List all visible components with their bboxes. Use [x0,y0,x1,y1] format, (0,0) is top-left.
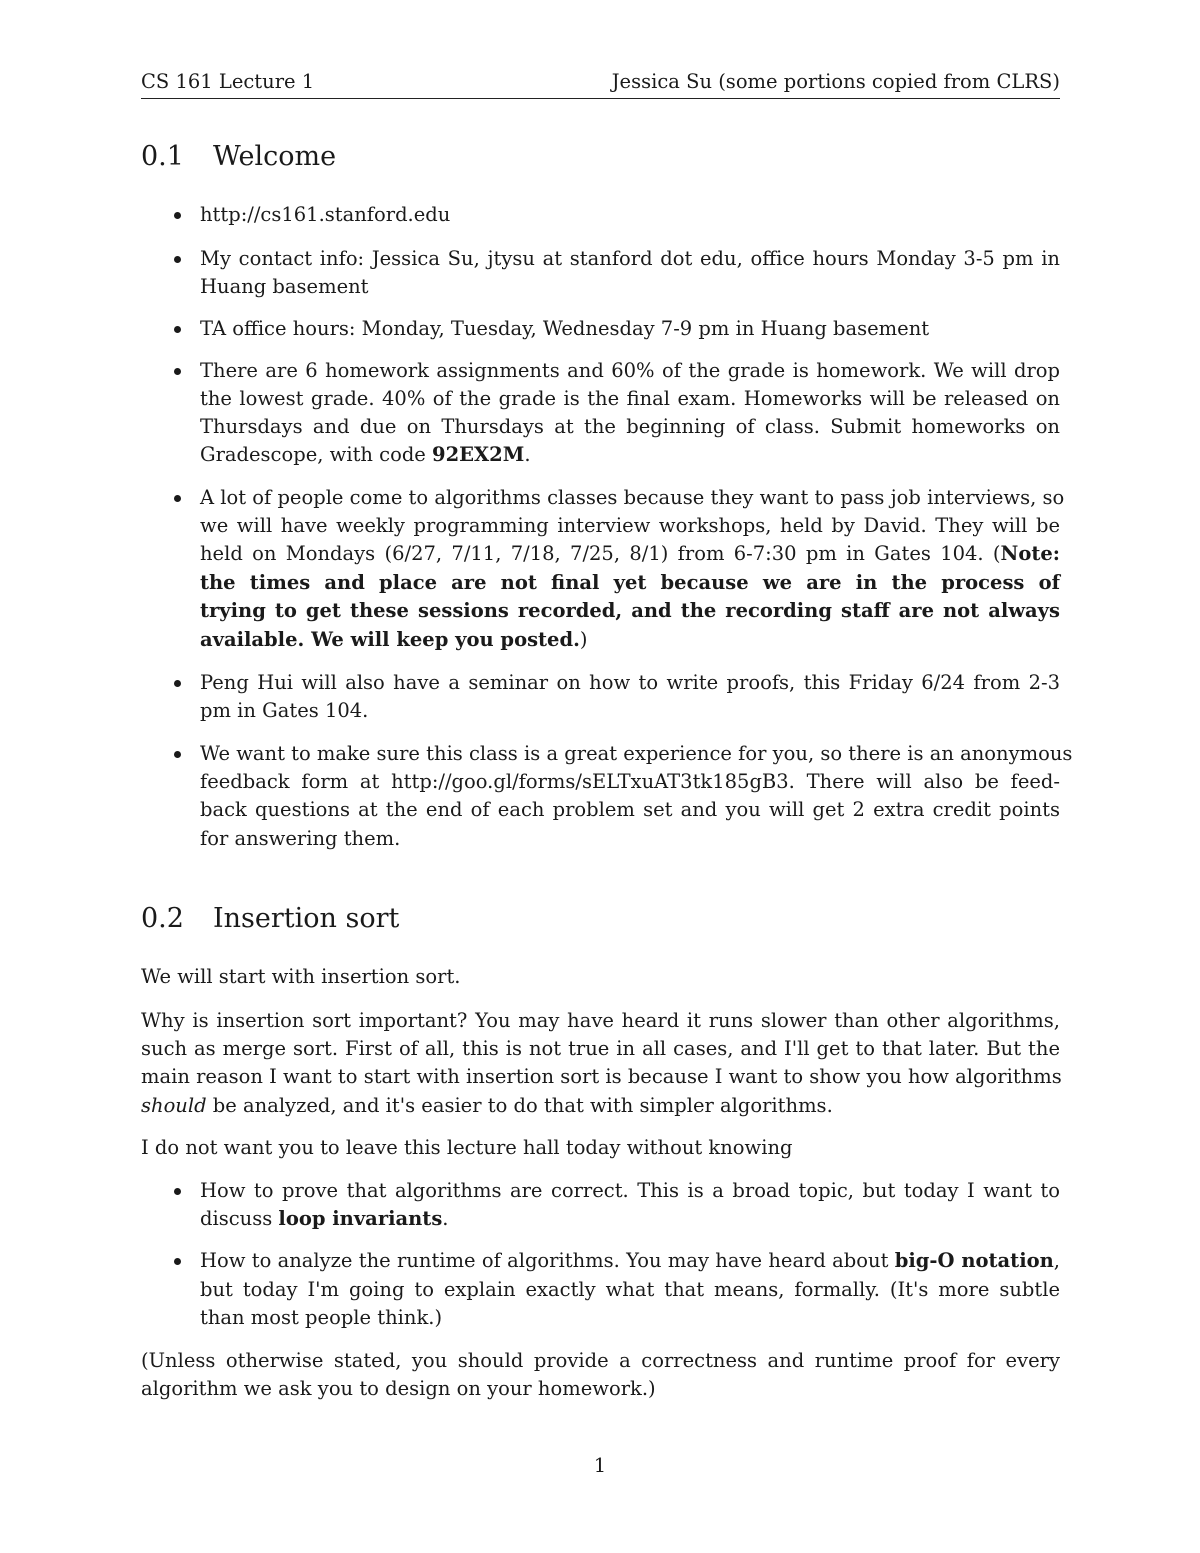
feedback-info-line: back questions at the end of each problem set and you will get 2 extra credit points [200,798,1060,821]
contact-info-line: My contact info: Jessica Su, jtysu at stanford dot edu, office hours Monday 3-5 pm in [200,247,1060,270]
paragraph-line: Why is insertion sort important? You may have heard it runs slower than other algorithms, [141,1009,1060,1032]
seminar-info-line: pm in Gates 104. [200,699,369,722]
note-label: Note: [1000,542,1060,565]
goal-text: How to analyze the runtime of algorithms. You may have heard about [200,1249,895,1272]
emphasis-text: should [141,1094,207,1117]
interview-info-line: we will have weekly programming interview workshops, held by David. They will be [200,514,1060,537]
bullet-dot [174,368,181,375]
page-number: 1 [593,1454,607,1477]
loop-invariants-term: loop invariants [278,1207,443,1230]
goal-item-line [200,1248,1060,1274]
homework-text: . [524,443,531,466]
goal-item-line [200,1206,449,1232]
running-header [141,68,1060,99]
interview-note-line: the times and place are not final yet because we are in the process of [200,571,1060,594]
feedback-info-line: feedback form at http://goo.gl/forms/sELTxuAT3tk185gB3. There will also be feed- [200,770,1060,793]
interview-note-line: trying to get these sessions recorded, and the recording staff are not always [200,599,1060,622]
goal-item-line: but today I'm going to explain exactly what that means, formally. (It's more subtle [200,1278,1060,1301]
paragraph-line: such as merge sort. First of all, this is not true in all cases, and I'll get to that later. But the [141,1037,1060,1060]
paragraph-line: I do not want you to leave this lecture hall today without knowing [141,1136,793,1159]
bullet-dot [174,1258,181,1265]
gradescope-code: 92EX2M [432,443,525,466]
homework-info-line: the lowest grade. 40% of the grade is the final exam. Homeworks will be released on [200,387,1060,410]
bullet-dot [174,326,181,333]
homework-info-line: Thursdays and due on Thursdays at the beginning of class. Submit homeworks on [200,415,1060,438]
section-heading-welcome [141,141,336,173]
bullet-dot [174,495,181,502]
bullet-dot [174,751,181,758]
ta-hours-line: TA office hours: Monday, Tuesday, Wednesday 7-9 pm in Huang basement [200,317,930,340]
homework-info-line: There are 6 homework assignments and 60% of the grade is homework. We will drop [200,359,1060,382]
goal-item-line: How to prove that algorithms are correct. This is a broad topic, but today I want to [200,1179,1060,1202]
paragraph-line: main reason I want to start with insertion sort is because I want to show you how algorithms [141,1065,1062,1088]
goal-text: , [1053,1249,1060,1272]
section-heading-insertion-sort [141,903,399,935]
paragraph-text: be analyzed, and it's easier to do that with simpler algorithms. [206,1094,833,1117]
bullet-dot [174,212,181,219]
bullet-dot [174,680,181,687]
section-number: 0.2 [141,903,184,934]
homework-info-line [200,442,531,468]
section-number: 0.1 [141,141,184,172]
goal-item-line: than most people think.) [200,1306,443,1329]
interview-info-line: A lot of people come to algorithms classes because they want to pass job interviews, so [200,486,1065,509]
interview-text: held on Mondays (6/27, 7/11, 7/18, 7/25, 8/1) from 6-7:30 pm in Gates 104. ( [200,542,1001,565]
interview-note-line [200,627,588,653]
section-title-text: Insertion sort [213,903,400,934]
big-o-term: big-O notation [894,1249,1054,1272]
contact-info-line: Huang basement [200,275,369,298]
interview-info-line [200,541,1060,567]
bullet-dot [174,1188,181,1195]
interview-note-text: available. We will keep you posted. [200,628,580,651]
seminar-info-line: Peng Hui will also have a seminar on how to write proofs, this Friday 6/24 from 2-3 [200,671,1060,694]
feedback-info-line: We want to make sure this class is a great experience for you, so there is an anonymous [200,742,1073,765]
header-author: Jessica Su (some portions copied from CLRS) [611,70,1060,93]
feedback-info-line: for answering them. [200,827,401,850]
paragraph-line: We will start with insertion sort. [141,965,461,988]
paragraph-line: algorithm we ask you to design on your homework.) [141,1377,656,1400]
paragraph-line: (Unless otherwise stated, you should provide a correctness and runtime proof for every [141,1349,1060,1372]
goal-text: . [442,1207,449,1230]
course-url-link[interactable]: http://cs161.stanford.edu [200,203,451,226]
goal-text: discuss [200,1207,279,1230]
paragraph-line [141,1093,833,1119]
interview-text: ) [579,628,588,651]
header-course-title: CS 161 Lecture 1 [141,70,315,93]
homework-text: Gradescope, with code [200,443,433,466]
bullet-dot [174,256,181,263]
section-title-text: Welcome [213,141,337,172]
